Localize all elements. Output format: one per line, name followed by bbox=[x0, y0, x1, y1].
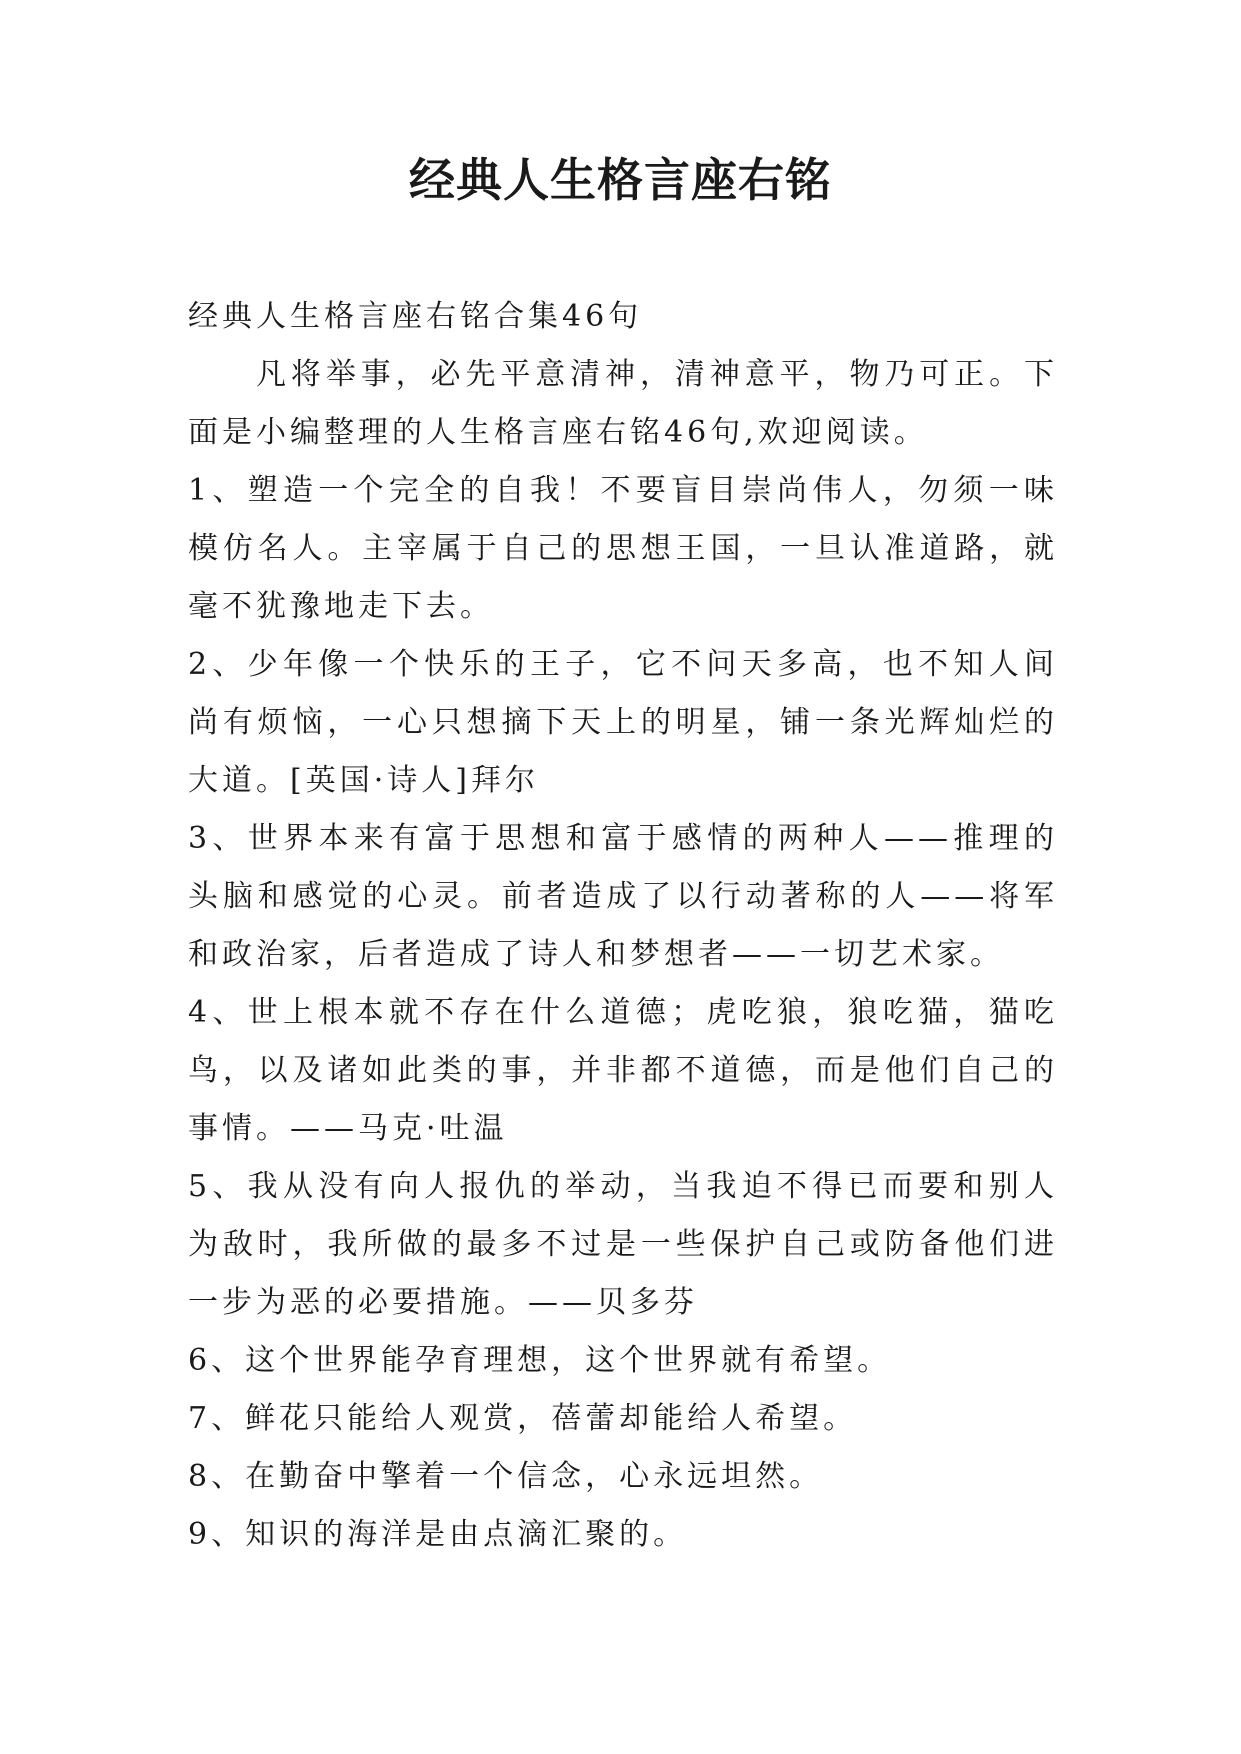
intro-paragraph: 凡将举事，必先平意清神，清神意平，物乃可正。下面是小编整理的人生格言座右铭46句,欢迎阅读。 bbox=[188, 357, 1058, 450]
quote-item: 9、知识的海洋是由点滴汇聚的。 bbox=[188, 1517, 688, 1552]
quote-item: 7、鲜花只能给人观赏，蓓蕾却能给人希望。 bbox=[188, 1401, 858, 1436]
quote-item: 8、在勤奋中擎着一个信念，心永远坦然。 bbox=[188, 1459, 824, 1494]
quote-item: 3、世界本来有富于思想和富于感情的两种人——推理的头脑和感觉的心灵。前者造成了以行动著称的人——将军和政治家，后者造成了诗人和梦想者——一切艺术家。 bbox=[188, 821, 1058, 972]
quote-item: 2、少年像一个快乐的王子，它不问天多高，也不知人间尚有烦恼，一心只想摘下天上的明星，铺一条光辉灿烂的大道。[英国·诗人]拜尔 bbox=[188, 647, 1058, 798]
quote-item: 6、这个世界能孕育理想，这个世界就有希望。 bbox=[188, 1343, 892, 1378]
quote-item: 4、世上根本就不存在什么道德；虎吃狼，狼吃猫，猫吃鸟，以及诸如此类的事，并非都不道德，而是他们自己的事情。——马克·吐温 bbox=[188, 995, 1058, 1146]
quote-item: 5、我从没有向人报仇的举动，当我迫不得已而要和别人为敌时，我所做的最多不过是一些保护自己或防备他们进一步为恶的必要措施。——贝多芬 bbox=[188, 1169, 1058, 1320]
quote-item: 1、塑造一个完全的自我！不要盲目崇尚伟人，勿须一味模仿名人。主宰属于自己的思想王国，一旦认准道路，就毫不犹豫地走下去。 bbox=[188, 473, 1058, 624]
document-body bbox=[188, 288, 1058, 1564]
document-subtitle: 经典人生格言座右铭合集46句 bbox=[188, 299, 643, 334]
document-title: 经典人生格言座右铭 bbox=[409, 153, 832, 207]
